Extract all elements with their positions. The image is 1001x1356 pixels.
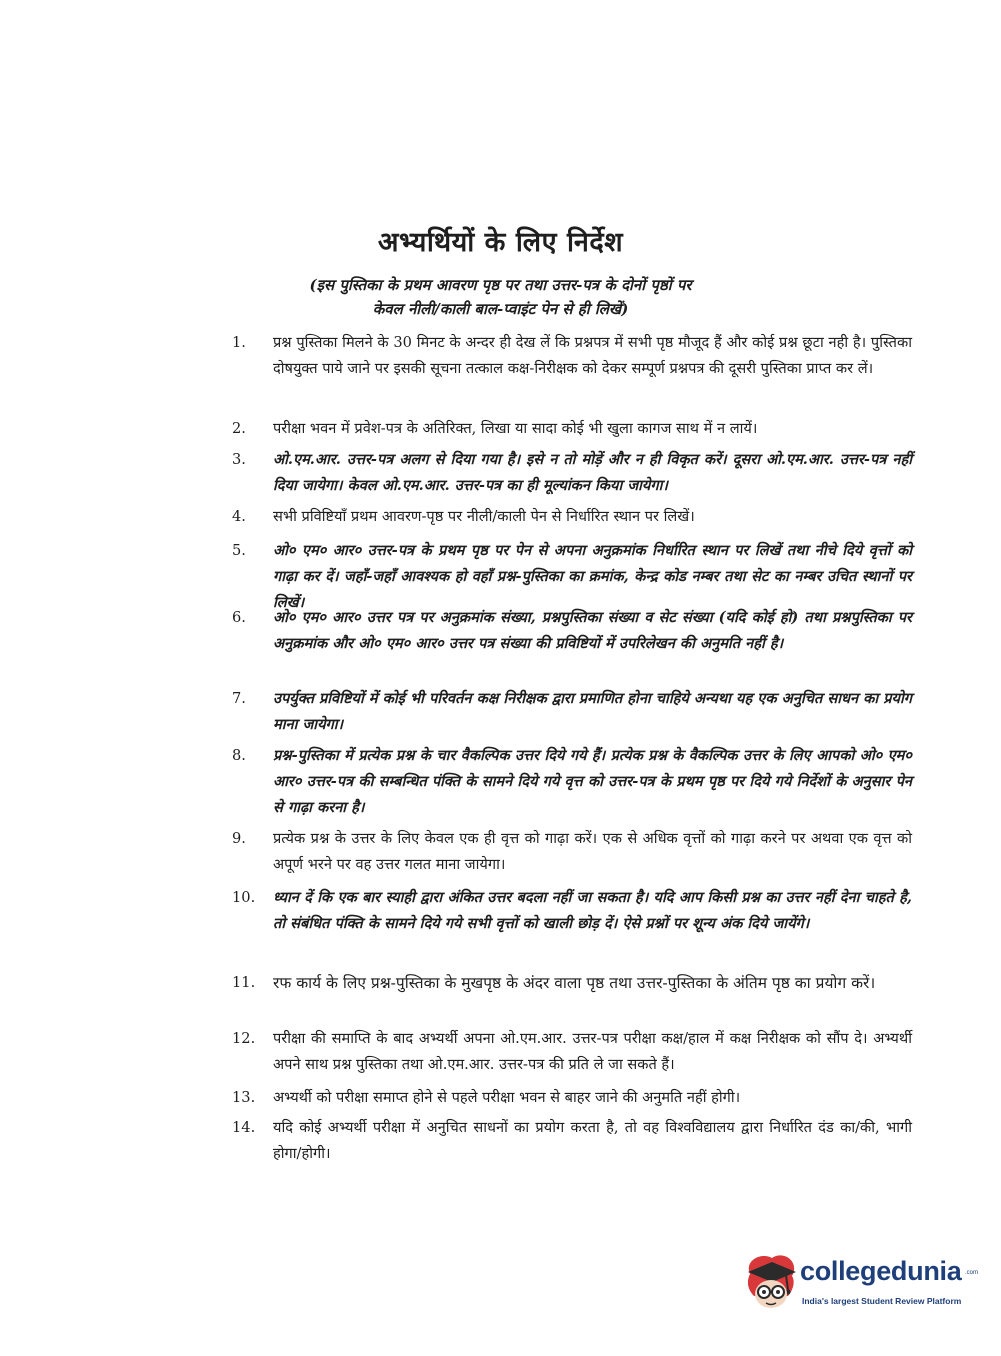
instruction-text: प्रश्न पुस्तिका मिलने के 30 मिनट के अन्दर ही देख लें कि प्रश्नपत्र में सभी पृष्ठ मौजूद हैं और कोई प्रश्न छूटा नही है। पुस्तिका दोषयुक्त पाये जाने पर इसकी सूचना तत्काल कक्ष-निरीक्षक को देकर सम्पूर्ण प्रश्नपत्र की दूसरी पुस्तिका प्राप्त कर लें। [273, 334, 912, 377]
instruction-item [232, 330, 912, 382]
instruction-number: 4. [232, 508, 246, 525]
collegedunia-logo [742, 1250, 979, 1320]
instruction-text: अभ्यर्थी को परीक्षा समाप्त होने से पहले परीक्षा भवन से बाहर जाने की अनुमति नहीं होगी। [273, 1089, 741, 1106]
instruction-number: 10. [232, 889, 256, 906]
instruction-number: 1. [232, 334, 246, 351]
logo-tagline: India's largest Student Review Platform [802, 1296, 962, 1306]
instruction-number: 2. [232, 420, 246, 437]
instruction-item [232, 743, 912, 821]
instruction-item [232, 1115, 912, 1167]
instruction-text: ओ० एम० आर० उत्तर-पत्र के प्रथम पृष्ठ पर पेन से अपना अनुक्रमांक निर्धारित स्थान पर लिखें तथा नीचे दिये वृत्तों को गाढ़ा कर दें। जहाँ-जहाँ आवश्यक हो वहाँ प्रश्न-पुस्तिका का क्रमांक, केन्द्र कोड नम्बर तथा सेट का नम्बर उचित स्थानों पर लिखें। [273, 542, 912, 611]
subtitle-line-2: केवल नीली/काली बाल-प्वाइंट पेन से ही लिखें) [372, 300, 629, 318]
instruction-text: प्रश्न-पुस्तिका में प्रत्येक प्रश्न के चार वैकल्पिक उत्तर दिये गये हैं। प्रत्येक प्रश्न के वैकल्पिक उत्तर के लिए आपको ओ० एम० आर० उत्तर-पत्र की सम्बन्धित पंक्ति के सामने दिये गये वृत्त को उत्तर-पत्र के प्रथम पृष्ठ पर दिये गये निर्देशों के अनुसार पेन से गाढ़ा करना है। [273, 747, 912, 816]
instruction-text: ध्यान दें कि एक बार स्याही द्वारा अंकित उत्तर बदला नहीं जा सकता है। यदि आप किसी प्रश्न का उत्तर नहीं देना चाहते है, तो संबंधित पंक्ति के सामने दिये गये सभी वृत्तों को खाली छोड़ दें। ऐसे प्रश्नों पर शून्य अंक दिये जायेंगे। [273, 889, 912, 932]
instruction-number: 6. [232, 609, 246, 626]
logo-suffix: .com [965, 1270, 979, 1276]
mascot-icon [742, 1252, 798, 1310]
instruction-item [232, 1026, 912, 1078]
instruction-item [232, 686, 912, 738]
instruction-number: 5. [232, 542, 246, 559]
instruction-text: रफ कार्य के लिए प्रश्न-पुस्तिका के मुखपृष्ठ के अंदर वाला पृष्ठ तथा उत्तर-पुस्तिका के अंतिम पृष्ठ का प्रयोग करें। [273, 974, 876, 992]
instruction-item [232, 447, 912, 499]
instruction-number: 14. [232, 1119, 256, 1136]
instruction-number: 3. [232, 451, 246, 468]
instruction-number: 11. [232, 974, 256, 991]
instruction-item [232, 970, 912, 996]
instruction-text: यदि कोई अभ्यर्थी परीक्षा में अनुचित साधनों का प्रयोग करता है, तो वह विश्वविद्यालय द्वारा निर्धारित दंड का/की, भागी होगा/होगी। [273, 1119, 912, 1162]
instruction-item [232, 605, 912, 657]
instruction-text: सभी प्रविष्टियाँ प्रथम आवरण-पृष्ठ पर नीली/काली पेन से निर्धारित स्थान पर लिखें। [273, 508, 695, 525]
instruction-item [232, 885, 912, 937]
instruction-item [232, 1085, 912, 1111]
instruction-text: ओ० एम० आर० उत्तर पत्र पर अनुक्रमांक संख्या, प्रश्नपुस्तिका संख्या व सेट संख्या (यदि कोई हो) तथा प्रश्नपुस्तिका पर अनुक्रमांक और ओ० एम० आर० उत्तर पत्र संख्या की प्रविष्टियों में उपरिलेखन की अनुमति नहीं है। [273, 609, 912, 652]
instruction-number: 7. [232, 690, 246, 707]
instruction-text: उपर्युक्त प्रविष्टियों में कोई भी परिवर्तन कक्ष निरीक्षक द्वारा प्रमाणित होना चाहिये अन्यथा यह एक अनुचित साधन का प्रयोग माना जायेगा। [273, 690, 912, 733]
instruction-number: 13. [232, 1089, 256, 1106]
instruction-item [232, 504, 912, 530]
instruction-number: 12. [232, 1030, 256, 1047]
instruction-item [232, 416, 912, 442]
instruction-number: 8. [232, 747, 246, 764]
logo-wordmark: collegedunia [800, 1256, 962, 1286]
instruction-text: परीक्षा की समाप्ति के बाद अभ्यर्थी अपना ओ.एम.आर. उत्तर-पत्र परीक्षा कक्ष/हाल में कक्ष निरीक्षक को सौंप दे। अभ्यर्थी अपने साथ प्रश्न पुस्तिका तथा ओ.एम.आर. उत्तर-पत्र की प्रति ले जा सकते हैं। [273, 1030, 912, 1073]
page-title: अभ्यर्थियों के लिए निर्देश [377, 227, 624, 258]
instruction-item [232, 826, 912, 878]
instruction-text: प्रत्येक प्रश्न के उत्तर के लिए केवल एक ही वृत्त को गाढ़ा करें। एक से अधिक वृत्तों को गाढ़ा करने पर अथवा एक वृत्त को अपूर्ण भरने पर वह उत्तर गलत माना जायेगा। [273, 830, 912, 873]
instruction-text: ओ.एम.आर. उत्तर-पत्र अलग से दिया गया है। इसे न तो मोड़ें और न ही विकृत करें। दूसरा ओ.एम.आर. उत्तर-पत्र नहीं दिया जायेगा। केवल ओ.एम.आर. उत्तर-पत्र का ही मूल्यांकन किया जायेगा। [273, 451, 912, 494]
subtitle-line-1: (इस पुस्तिका के प्रथम आवरण पृष्ठ पर तथा उत्तर-पत्र के दोनों पृष्ठों पर [309, 276, 692, 294]
instruction-text: परीक्षा भवन में प्रवेश-पत्र के अतिरिक्त, लिखा या सादा कोई भी खुला कागज साथ में न लायें। [273, 420, 758, 437]
instruction-number: 9. [232, 830, 246, 847]
